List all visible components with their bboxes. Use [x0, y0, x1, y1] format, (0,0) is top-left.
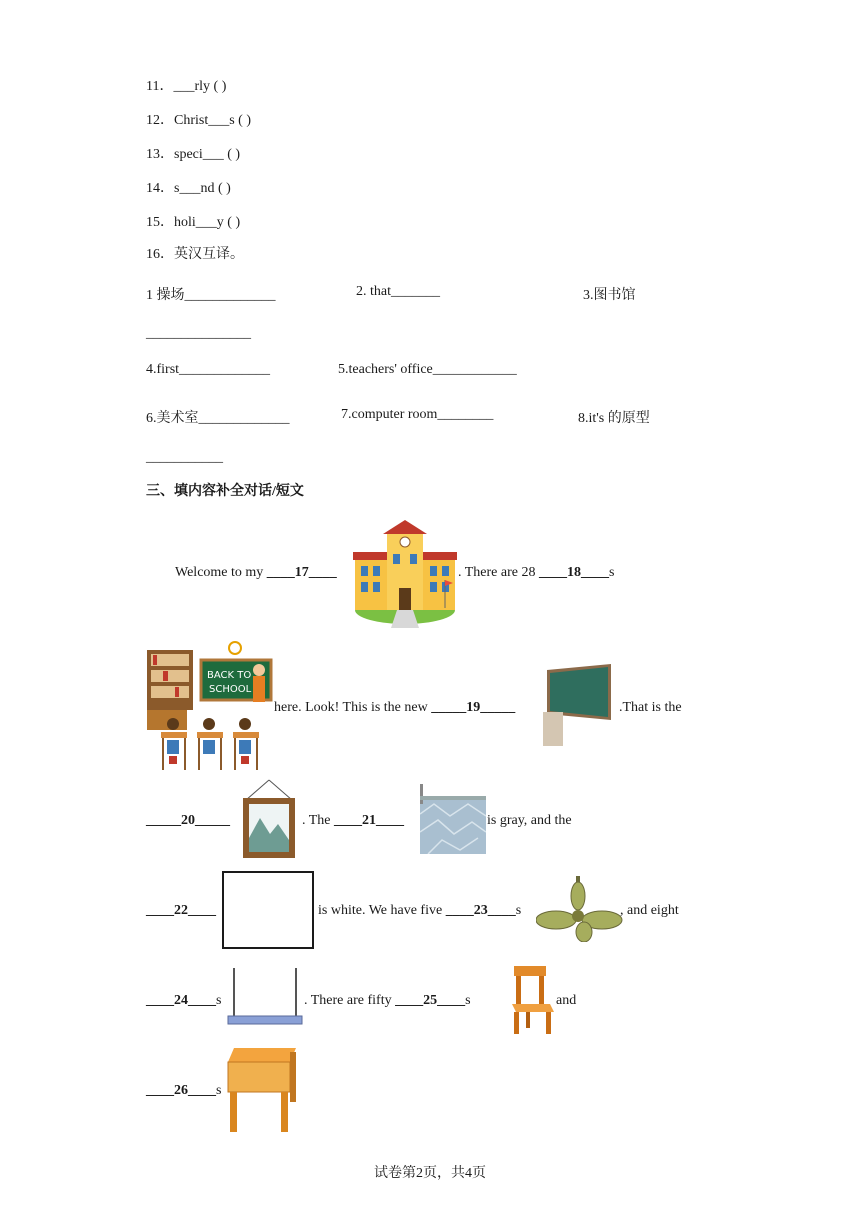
passage-line-26: ____26____s: [146, 1083, 222, 1098]
blank-22: ____22____: [146, 903, 216, 918]
translate-3: 3.图书馆: [583, 288, 636, 303]
translate-5: 5.teachers' office____________: [338, 362, 517, 377]
translate-1: 1 操场_____________: [146, 288, 276, 303]
floor-picture: [420, 784, 486, 854]
chair-picture: [510, 966, 556, 1036]
passage-line-19b: .That is the: [619, 700, 682, 715]
translate-8: 8.it's 的原型: [578, 411, 650, 426]
translate-2: 2. that_______: [356, 284, 440, 299]
light-picture: [226, 968, 304, 1028]
passage-line-19: here. Look! This is the new _____19_____: [274, 700, 516, 715]
question-16: 16．英汉互译。: [146, 247, 244, 262]
translate-4: 4.first_____________: [146, 362, 271, 377]
blank-24: ____24____: [146, 993, 216, 1008]
translate-3-blank: _______________: [146, 326, 251, 341]
blank-20: _____20_____: [146, 813, 230, 828]
passage-line-23: is white. We have five ____23____s: [318, 903, 522, 918]
blank-26: ____26____: [146, 1083, 216, 1098]
passage-line-25: . There are fifty ____25____s: [304, 993, 471, 1008]
question-11: 11．___rly ( ): [146, 79, 227, 94]
passage-line-21b: is gray, and the: [487, 813, 572, 828]
passage-line-24: ____24____s: [146, 993, 222, 1008]
question-13: 13．speci___ ( ): [146, 147, 241, 162]
page-footer: 试卷第2页，共4页: [374, 1166, 486, 1181]
school-building-picture: [353, 518, 457, 628]
blank-17: ____17____: [266, 565, 337, 580]
svg-text:SCHOOL: SCHOOL: [209, 684, 252, 695]
blank-18: ____18____: [538, 565, 609, 580]
translate-7: 7.computer room________: [341, 407, 494, 422]
blank-19: _____19_____: [431, 700, 516, 715]
svg-text:BACK TO: BACK TO: [207, 670, 252, 681]
passage-line-18: . There are 28 ____18____s: [458, 565, 615, 580]
passage-line-25c: and: [556, 993, 577, 1008]
passage-line-23c: , and eight: [620, 903, 679, 918]
passage-line-17: Welcome to my ____17____: [175, 565, 337, 580]
blank-21: ____21____: [334, 813, 405, 828]
blank-23: ____23____: [445, 903, 516, 918]
ceiling-fan-picture: [536, 876, 624, 942]
question-12: 12．Christ___s ( ): [146, 113, 251, 128]
blank-25: ____25____: [395, 993, 466, 1008]
passage-line-21: . The ____21____: [302, 813, 405, 828]
question-14: 14．s___nd ( ): [146, 181, 231, 196]
translate-8-blank: ___________: [146, 450, 223, 465]
translate-6: 6.美术室_____________: [146, 411, 290, 426]
section-heading: 三、填内容补全对话/短文: [146, 484, 304, 499]
wall-picture: [222, 871, 314, 949]
question-15: 15．holi___y ( ): [146, 215, 241, 230]
blackboard-picture: [543, 662, 615, 746]
picture-frame-picture: [240, 778, 298, 860]
desk-picture: [224, 1048, 298, 1134]
classroom-picture: [145, 640, 275, 774]
